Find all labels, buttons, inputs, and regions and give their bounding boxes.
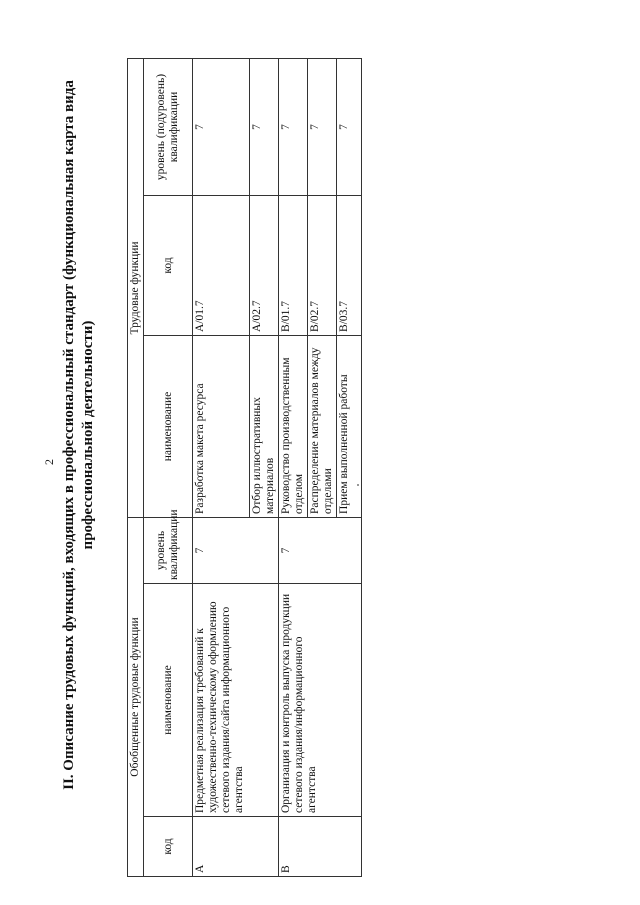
table-row: [193, 58, 250, 876]
function-sublevel: 7: [279, 58, 308, 195]
function-sublevel: 7: [193, 58, 250, 195]
generalized-code-b: B: [279, 817, 362, 877]
generalized-code-a: A: [193, 817, 279, 877]
function-name: Распределение материалов между отделами: [308, 335, 337, 517]
generalized-name-a: Предметная реализация требований к художественно-техническому оформлению сетевого издания/сайта информационного агентства: [193, 584, 279, 817]
header-generalized-code: код: [144, 817, 193, 877]
section-heading: II. Описание трудовых функций, входящих в профессиональный стандарт (функциональная карта вида профессиональной деятельности): [61, 80, 96, 790]
table-row: [279, 58, 308, 876]
function-name: Разработка макета ресурса: [193, 335, 250, 517]
function-code: B/03.7: [337, 195, 362, 335]
function-code: B/02.7: [308, 195, 337, 335]
header-generalized-functions: Обобщенные трудовые функции: [128, 517, 144, 876]
function-code: B/01.7: [279, 195, 308, 335]
function-name: Прием выполненной работы: [337, 335, 362, 517]
generalized-level-a: 7: [193, 517, 279, 583]
function-code: A/02.7: [250, 195, 279, 335]
header-row-columns: [144, 58, 193, 876]
header-function-sublevel: уровень (подуровень) квалификации: [144, 58, 193, 195]
header-function-name: наименование: [144, 335, 193, 517]
function-name: Руководство производственным отделом: [279, 335, 308, 517]
header-function-code: код: [144, 195, 193, 335]
generalized-level-b: 7: [279, 517, 362, 583]
rotated-table-wrapper: [127, 59, 362, 877]
function-sublevel: 7: [337, 58, 362, 195]
header-generalized-name: наименование: [144, 584, 193, 817]
page-number: 2: [42, 459, 56, 465]
function-sublevel: 7: [250, 58, 279, 195]
functional-map-table: [127, 58, 362, 877]
header-row-groups: [128, 58, 144, 876]
header-generalized-level: уровень квалификации: [144, 517, 193, 583]
function-code: A/01.7: [193, 195, 250, 335]
function-name: Отбор иллюстративных материалов: [250, 335, 279, 517]
header-labor-functions: Трудовые функции: [128, 58, 144, 517]
function-sublevel: 7: [308, 58, 337, 195]
generalized-name-b: Организация и контроль выпуска продукции сетевого издания/информационного агентства: [279, 584, 362, 817]
